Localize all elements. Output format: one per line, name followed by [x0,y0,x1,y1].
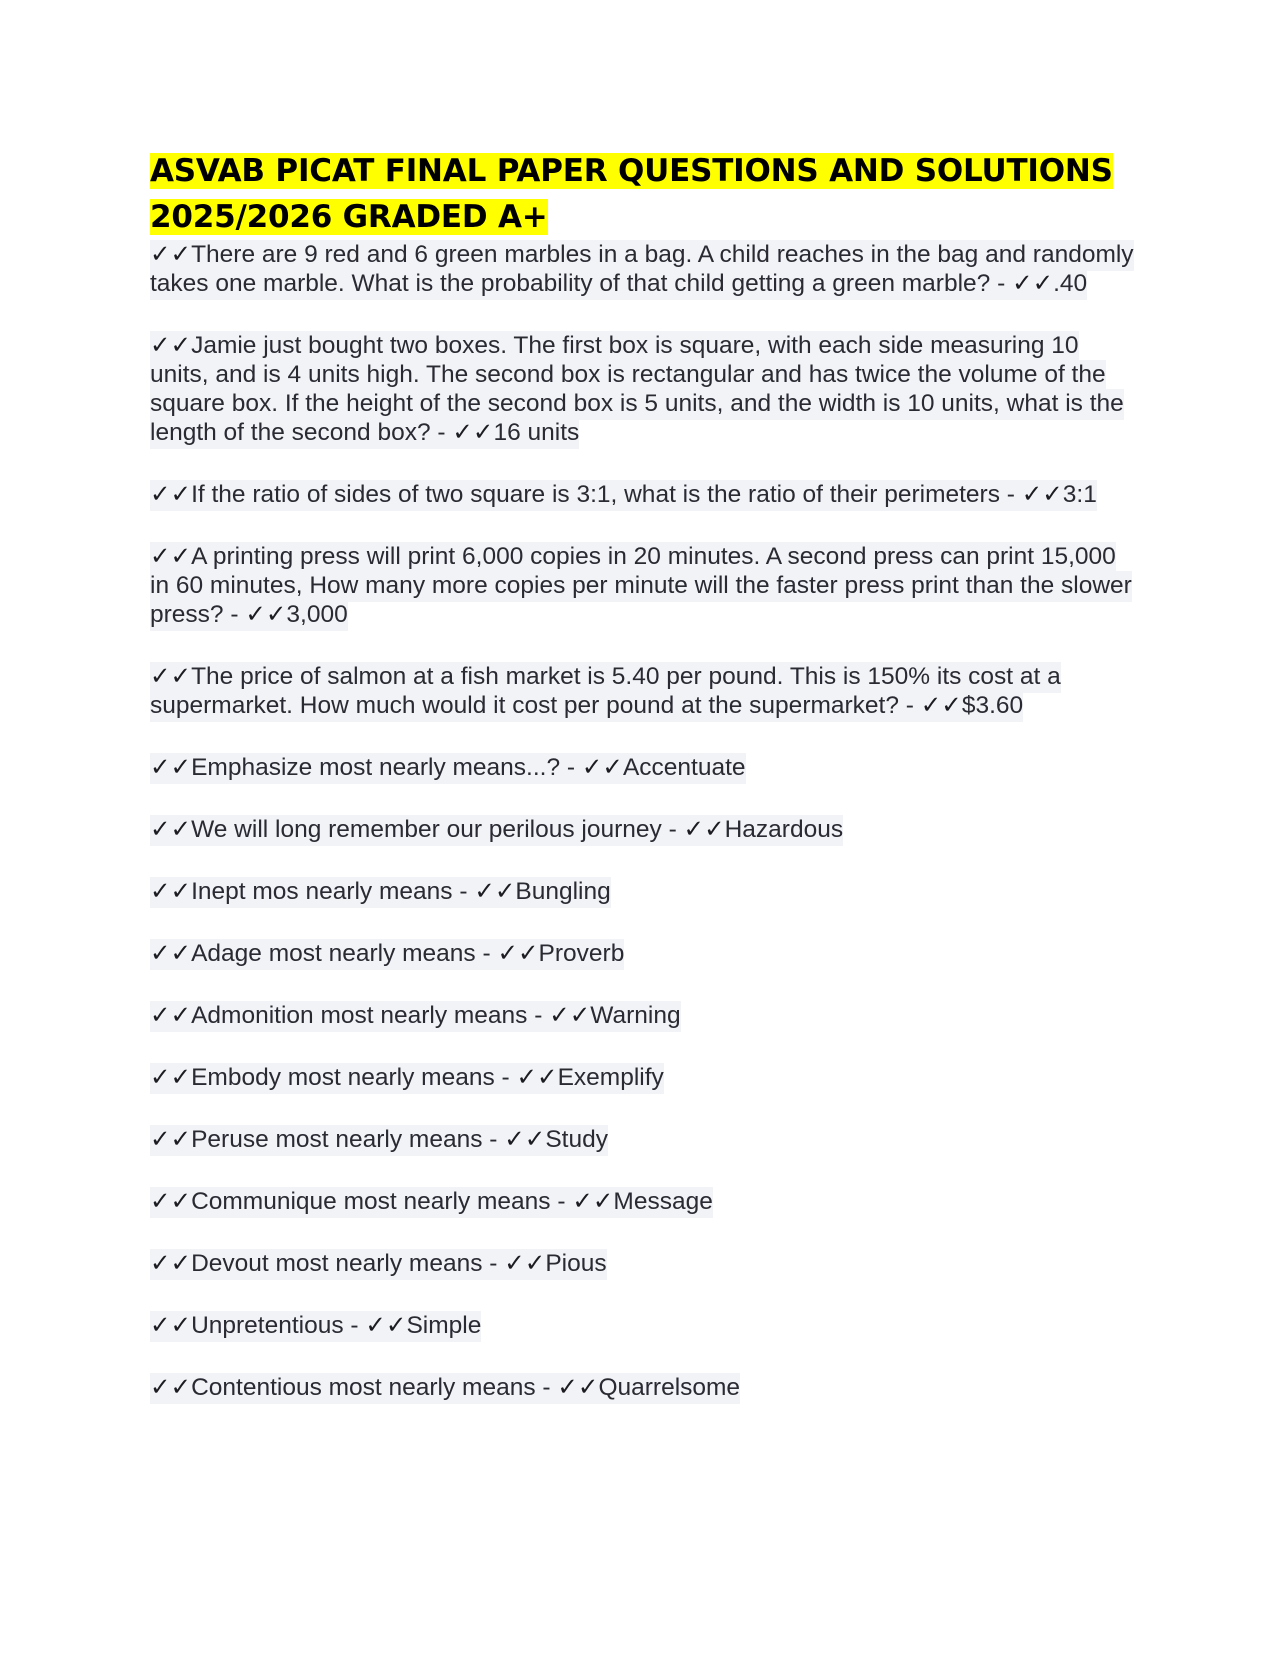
answer-separator: - [482,1126,505,1153]
answer-separator: - [550,1188,573,1215]
question-text: Inept mos nearly means [191,878,453,905]
check-mark-icon: ✓✓ [516,1064,558,1091]
check-mark-icon: ✓✓ [1021,481,1063,508]
answer-text: Hazardous [724,816,844,843]
qa-item-text [150,662,1061,722]
qa-item-text [150,939,624,970]
qa-item [150,240,1140,298]
answer-text: Bungling [515,878,611,905]
qa-item-text [150,815,843,846]
title-highlight: ASVAB PICAT FINAL PAPER QUESTIONS AND SOLUTIONS 2025/2026 GRADED A+ [150,153,1113,235]
question-text: Unpretentious [191,1312,344,1339]
question-text: Communique most nearly means [191,1188,551,1215]
qa-item-text [150,542,1132,631]
check-mark-icon: ✓✓ [150,543,192,570]
question-text: A printing press will print 6,000 copies in 20 minutes. A second press can print 15,000 in 60 minutes, How many more copies per minute will the faster press print than the slower press? [150,543,1132,628]
qa-item [150,815,1140,844]
qa-item [150,331,1140,447]
qa-item-text [150,1187,713,1218]
question-text: Devout most nearly means [191,1250,483,1277]
check-mark-icon: ✓✓ [150,241,192,268]
question-text: Admonition most nearly means [191,1002,528,1029]
answer-separator: - [560,754,582,781]
check-mark-icon: ✓✓ [452,419,494,446]
check-mark-icon: ✓✓ [150,940,192,967]
check-mark-icon: ✓✓ [150,663,192,690]
answer-separator: - [535,1374,558,1401]
qa-item-text [150,753,746,784]
qa-item [150,1249,1140,1278]
question-text: Emphasize most nearly means...? [191,754,561,781]
answer-separator: - [430,419,453,446]
qa-item [150,1125,1140,1154]
check-mark-icon: ✓✓ [150,878,192,905]
check-mark-icon: ✓✓ [683,816,725,843]
qa-item [150,1063,1140,1092]
qa-item-text [150,1063,664,1094]
answer-separator: - [452,878,475,905]
qa-item-text [150,480,1097,511]
check-mark-icon: ✓✓ [150,1312,192,1339]
document-page [150,148,1140,1435]
question-text: The price of salmon at a fish market is 5.40 per pound. This is 150% its cost at a supermarket. How much would it cost per pound at the supermarket? [150,663,1061,719]
answer-text: Exemplify [557,1064,664,1091]
answer-separator: - [527,1002,550,1029]
question-text: There are 9 red and 6 green marbles in a bag. A child reaches in the bag and randomly takes one marble. What is the probability of that child getting a green marble? [150,241,1134,297]
qa-item [150,939,1140,968]
question-text: Peruse most nearly means [191,1126,483,1153]
check-mark-icon: ✓✓ [245,601,287,628]
question-text: Jamie just bought two boxes. The first box is square, with each side measuring 10 units, and is 4 units high. The second box is rectangular and has twice the volume of the square box. If the height of the second box is 5 units, and the width is 10 units, what is the length of the second box? [150,332,1124,446]
question-text: Embody most nearly means [191,1064,495,1091]
answer-text: Accentuate [622,754,746,781]
check-mark-icon: ✓✓ [557,1374,599,1401]
answer-separator: - [898,692,921,719]
check-mark-icon: ✓✓ [474,878,516,905]
answer-text: Pious [545,1250,607,1277]
qa-item [150,542,1140,629]
answer-text: .40 [1053,270,1088,297]
check-mark-icon: ✓✓ [150,1250,192,1277]
check-mark-icon: ✓✓ [150,1064,192,1091]
qa-item [150,1373,1140,1402]
check-mark-icon: ✓✓ [150,1002,192,1029]
answer-text: $3.60 [961,692,1024,719]
answer-separator: - [482,1250,505,1277]
qa-item-text [150,240,1134,300]
check-mark-icon: ✓✓ [150,754,192,781]
qa-item [150,1311,1140,1340]
answer-text: Warning [590,1002,681,1029]
document-title [150,148,1140,240]
check-mark-icon: ✓✓ [549,1002,591,1029]
qa-item-text [150,1249,607,1280]
check-mark-icon: ✓✓ [1012,270,1054,297]
answer-text: Simple [406,1312,482,1339]
question-text: If the ratio of sides of two square is 3:1, what is the ratio of their perimeters [191,481,1000,508]
answer-text: Study [545,1126,608,1153]
check-mark-icon: ✓✓ [150,1374,192,1401]
answer-separator: - [999,481,1022,508]
answer-text: Quarrelsome [598,1374,741,1401]
check-mark-icon: ✓✓ [365,1312,407,1339]
qa-item-text [150,1001,681,1032]
question-text: Contentious most nearly means [191,1374,536,1401]
answer-text: 3:1 [1062,481,1097,508]
qa-item-text [150,877,611,908]
check-mark-icon: ✓✓ [150,1188,192,1215]
check-mark-icon: ✓✓ [581,754,623,781]
check-mark-icon: ✓✓ [920,692,962,719]
answer-text: 3,000 [286,601,348,628]
check-mark-icon: ✓✓ [150,816,192,843]
check-mark-icon: ✓✓ [150,332,192,359]
qa-item [150,480,1140,509]
question-text: Adage most nearly means [191,940,476,967]
qa-item-text [150,1125,608,1156]
answer-separator: - [475,940,498,967]
check-mark-icon: ✓✓ [504,1126,546,1153]
qa-item [150,1187,1140,1216]
answer-text: 16 units [493,419,580,446]
answer-separator: - [661,816,684,843]
answer-separator: - [990,270,1013,297]
answer-text: Proverb [538,940,625,967]
answer-separator: - [343,1312,366,1339]
qa-item [150,877,1140,906]
qa-list [150,240,1140,1402]
check-mark-icon: ✓✓ [504,1250,546,1277]
check-mark-icon: ✓✓ [150,1126,192,1153]
qa-item [150,662,1140,720]
answer-separator: - [223,601,246,628]
qa-item-text [150,1373,740,1404]
answer-separator: - [494,1064,517,1091]
qa-item [150,753,1140,782]
qa-item-text [150,1311,481,1342]
check-mark-icon: ✓✓ [150,481,192,508]
question-text: We will long remember our perilous journey [191,816,662,843]
qa-item-text [150,331,1124,449]
answer-text: Message [613,1188,713,1215]
qa-item [150,1001,1140,1030]
check-mark-icon: ✓✓ [497,940,539,967]
check-mark-icon: ✓✓ [572,1188,614,1215]
